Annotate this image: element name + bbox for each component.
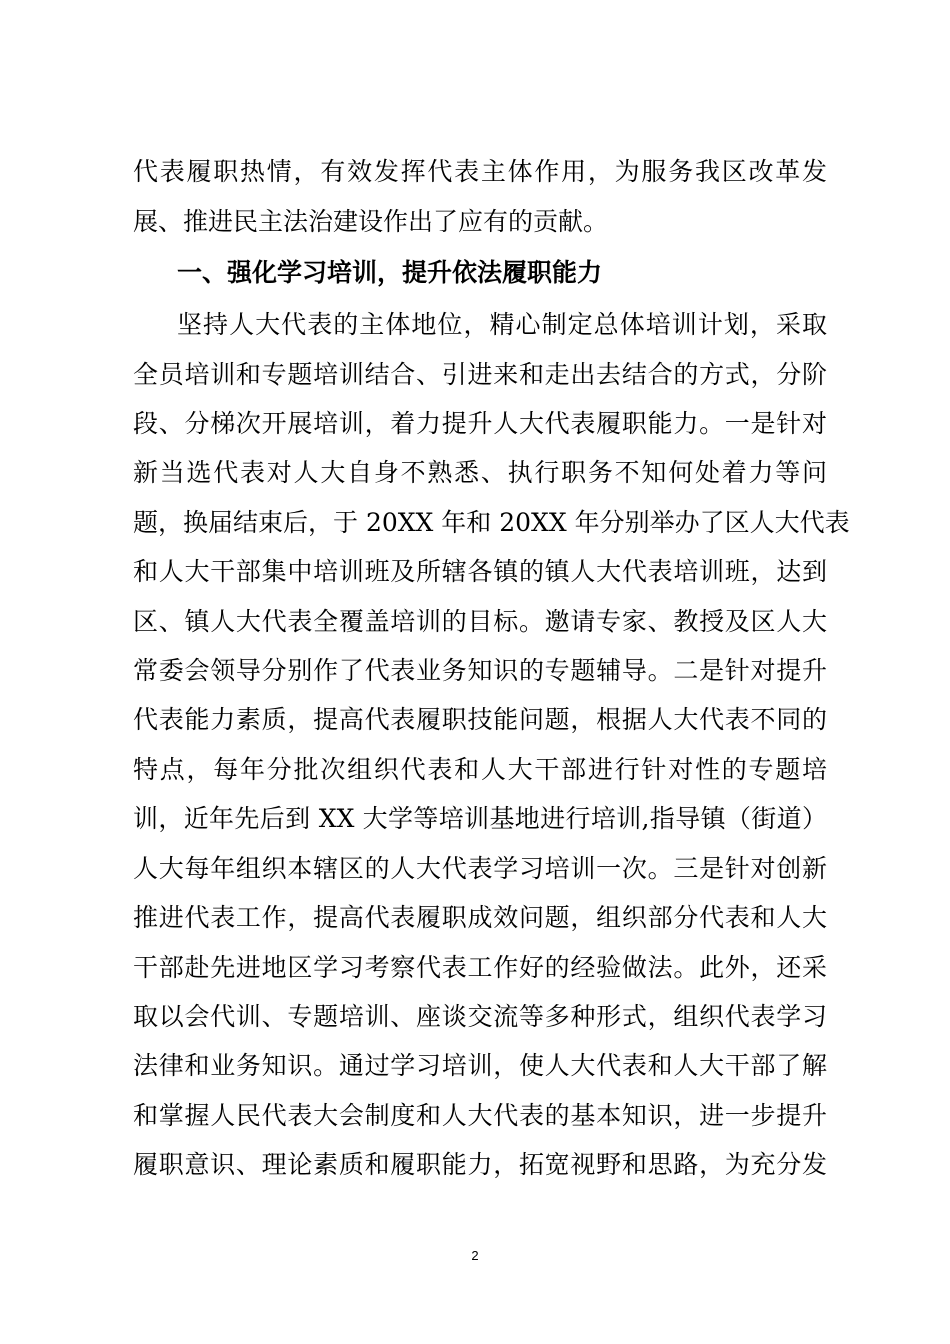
body-line-7: 区、镇人大代表全覆盖培训的目标。邀请专家、教授及区人大 xyxy=(133,607,827,636)
body-line-1: 坚持人大代表的主体地位，精心制定总体培训计划，采取 xyxy=(177,310,827,339)
body-line-16: 法律和业务知识。通过学习培训，使人大代表和人大干部了解 xyxy=(133,1051,827,1080)
body-line-13: 推进代表工作，提高代表履职成效问题，组织部分代表和人大 xyxy=(133,903,827,932)
body-line-11: 训，近年先后到 XX 大学等培训基地进行培训,指导镇（街道） xyxy=(133,804,827,833)
body-line-9: 代表能力素质，提高代表履职技能问题，根据人大代表不同的 xyxy=(133,705,827,734)
page-number: 2 xyxy=(471,1248,479,1263)
section-heading: 一、强化学习培训，提升依法履职能力 xyxy=(177,258,603,287)
body-line-18: 履职意识、理论素质和履职能力，拓宽视野和思路，为充分发 xyxy=(133,1150,827,1179)
body-line-14: 干部赴先进地区学习考察代表工作好的经验做法。此外，还采 xyxy=(133,953,827,982)
body-line-2: 全员培训和专题培训结合、引进来和走出去结合的方式，分阶 xyxy=(133,360,827,389)
body-line-12: 人大每年组织本辖区的人大代表学习培训一次。三是针对创新 xyxy=(133,854,827,883)
body-line-8: 常委会领导分别作了代表业务知识的专题辅导。二是针对提升 xyxy=(133,656,827,685)
intro-line-2: 展、推进民主法治建设作出了应有的贡献。 xyxy=(133,207,609,236)
intro-line-1: 代表履职热情，有效发挥代表主体作用，为服务我区改革发 xyxy=(133,157,827,186)
body-line-15: 取以会代训、专题培训、座谈交流等多种形式，组织代表学习 xyxy=(133,1002,827,1031)
body-line-17: 和掌握人民代表大会制度和人大代表的基本知识，进一步提升 xyxy=(133,1101,827,1130)
body-line-6: 和人大干部集中培训班及所辖各镇的镇人大代表培训班，达到 xyxy=(133,557,827,586)
body-line-10: 特点，每年分批次组织代表和人大干部进行针对性的专题培 xyxy=(133,755,827,784)
body-line-5: 题，换届结束后，于 20XX 年和 20XX 年分别举办了区人大代表 xyxy=(133,508,850,537)
body-line-3: 段、分梯次开展培训，着力提升人大代表履职能力。一是针对 xyxy=(133,409,827,438)
body-line-4: 新当选代表对人大自身不熟悉、执行职务不知何处着力等问 xyxy=(133,458,827,487)
